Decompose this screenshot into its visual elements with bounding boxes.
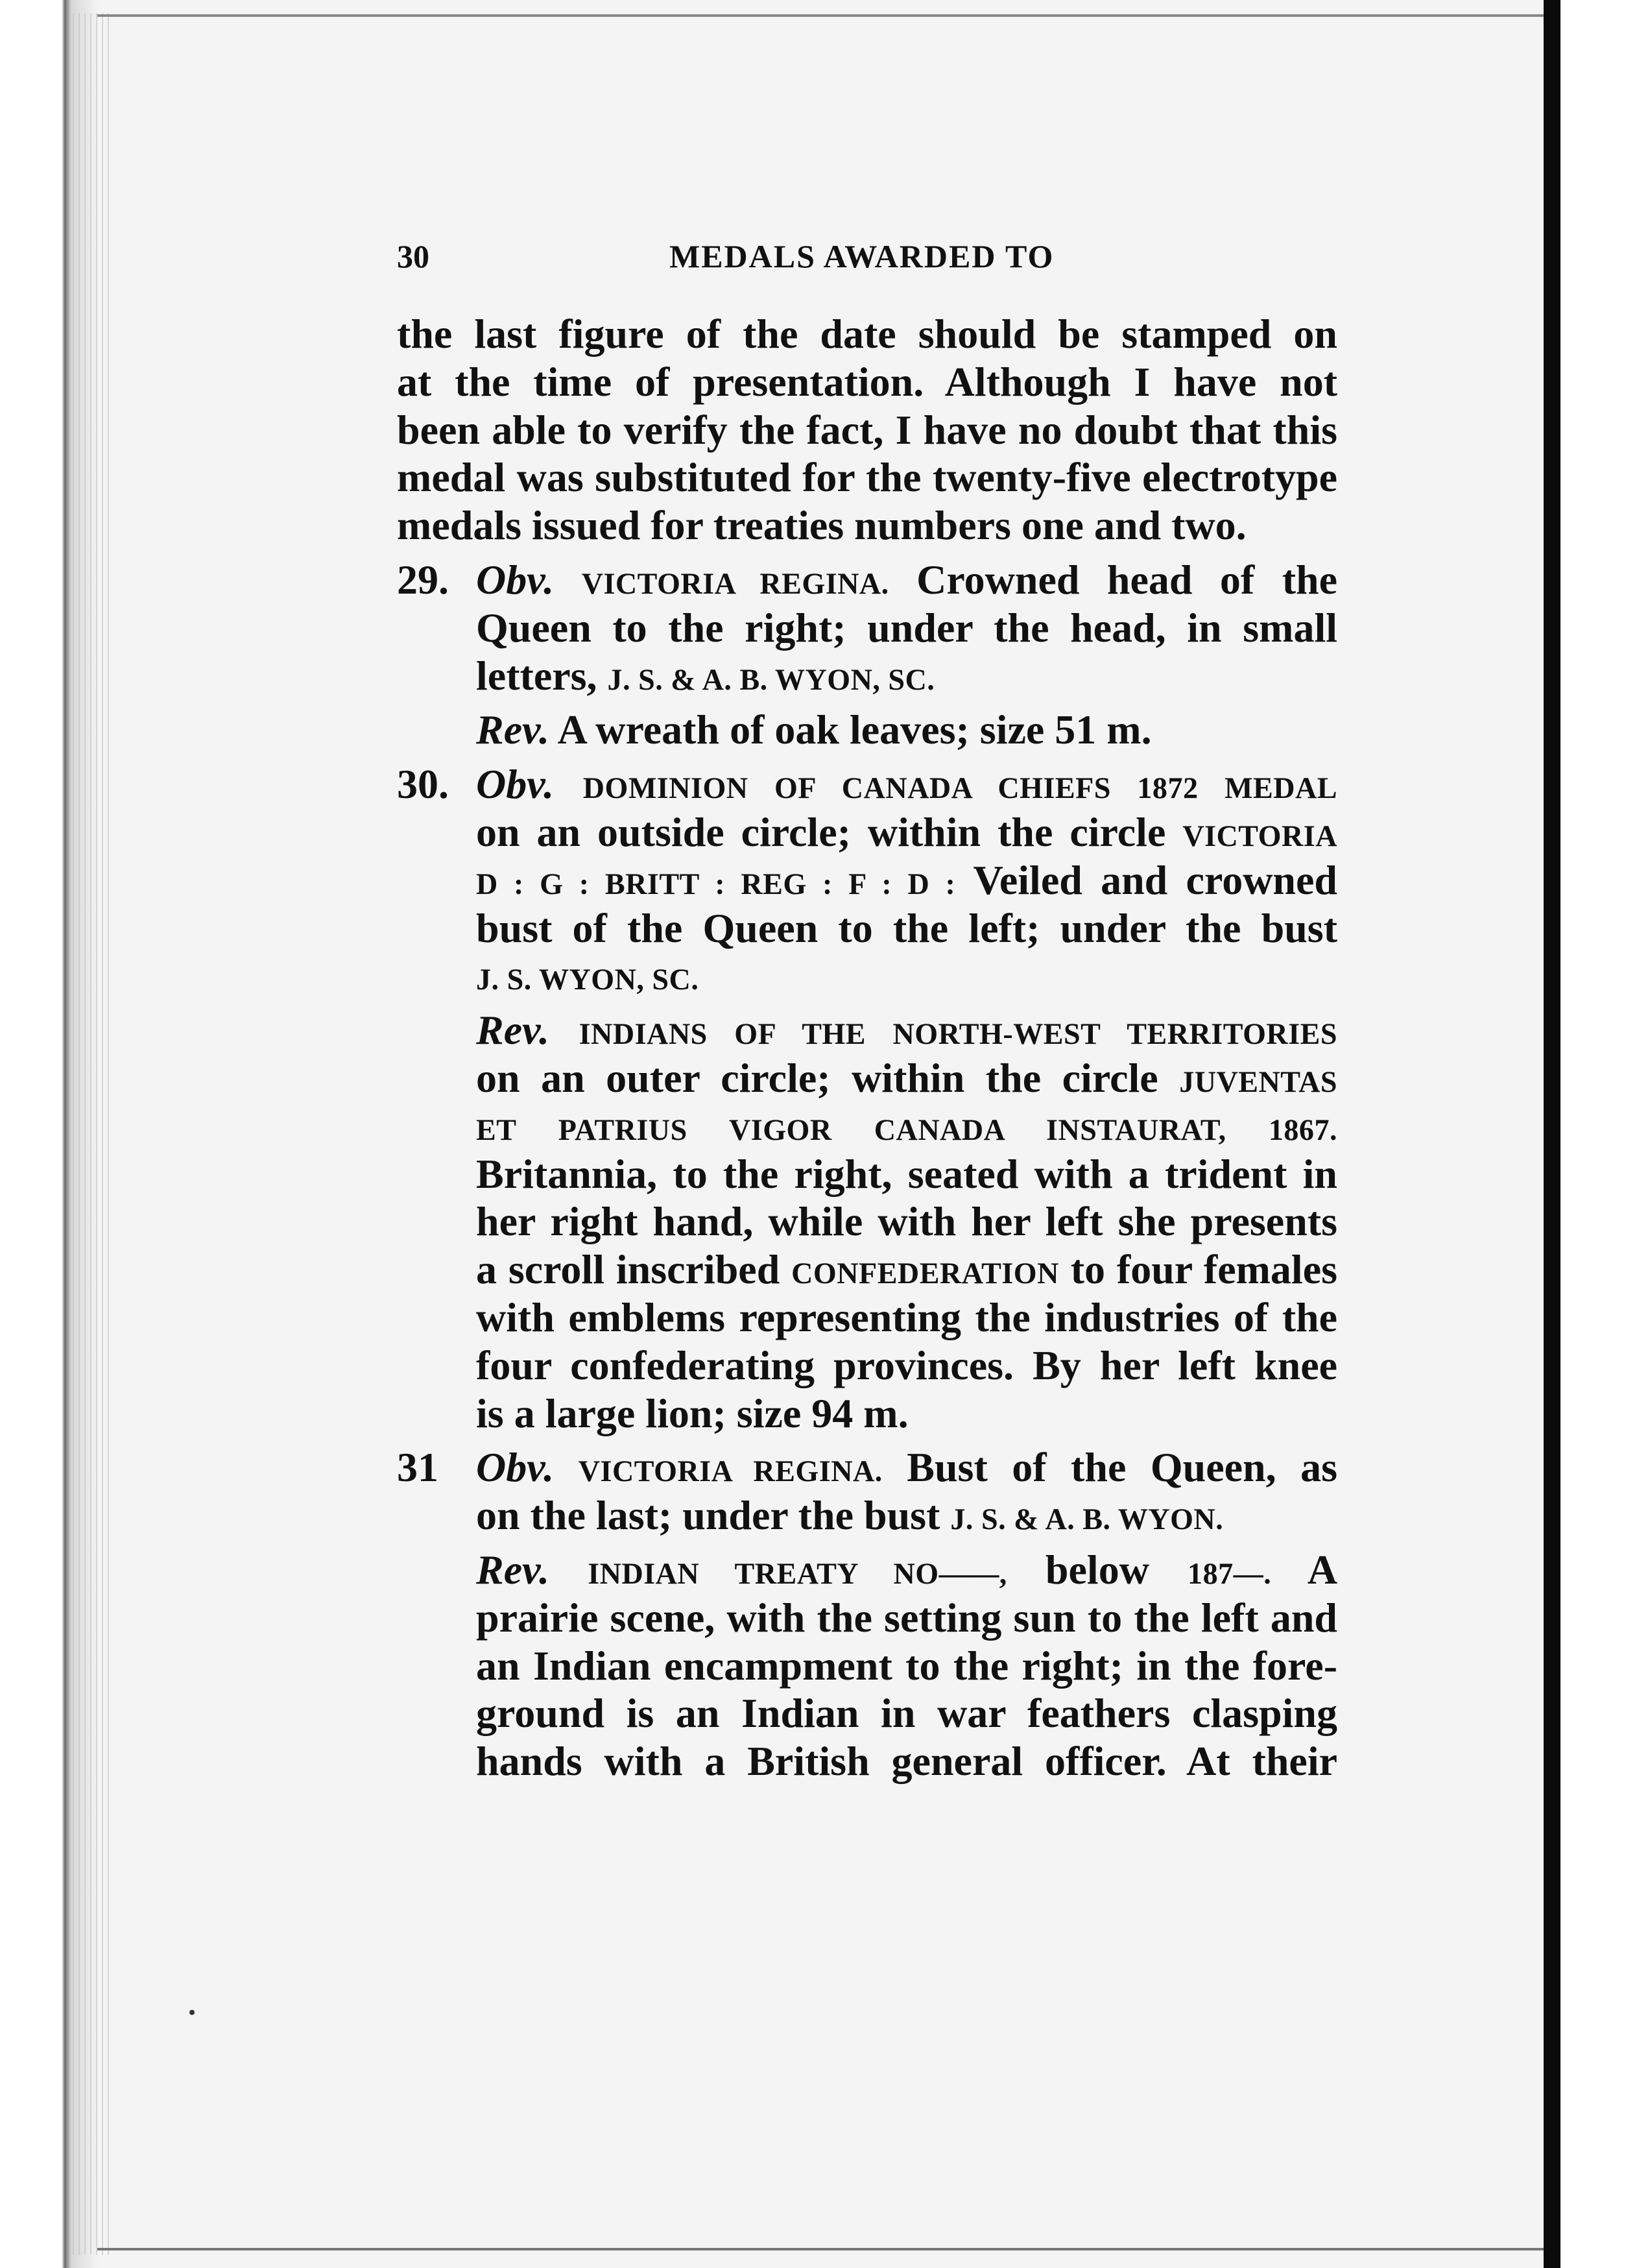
right-binding-shadow	[1544, 0, 1560, 2268]
item-number: 29.	[397, 556, 449, 603]
reverse-label: Rev.	[476, 706, 550, 753]
item-31-reverse-line	[476, 1546, 1337, 1594]
body-text: below	[1045, 1546, 1149, 1593]
body-line: with emblems representing the industries of the	[476, 1294, 1337, 1340]
body-text: to four females	[1070, 1246, 1338, 1293]
body-line	[476, 1054, 1337, 1102]
body-text: Crowned head of the	[916, 556, 1338, 603]
body-line	[476, 1491, 1337, 1539]
body-line	[476, 1102, 1337, 1150]
scan-right-margin	[1560, 0, 1637, 2268]
page-edge-stack	[73, 13, 112, 2255]
inscription: VICTORIA REGINA.	[578, 1454, 883, 1488]
inscription: DOMINION OF CANADA CHIEFS 1872 MEDAL	[582, 771, 1338, 805]
body-text: on an outside circle; within the circle	[476, 808, 1166, 855]
top-edge-line	[97, 14, 1544, 17]
body-line: is a large lion; size 94 m.	[476, 1390, 909, 1436]
inscription: VICTORIA REGINA.	[581, 566, 889, 600]
inscription: 187—.	[1188, 1556, 1272, 1590]
body-line	[476, 1246, 1337, 1294]
inscription: J. S. & A. B. WYON.	[950, 1502, 1224, 1536]
item-29-obverse-line	[397, 556, 1337, 604]
obverse-label: Obv.	[476, 761, 555, 808]
body-line: Britannia, to the right, seated with a trident in	[476, 1150, 1337, 1197]
obverse-label: Obv.	[476, 1444, 555, 1491]
inscription: ET PATRIUS VIGOR CANADA INSTAURAT, 1867.	[476, 1113, 1337, 1146]
body-line: Queen to the right; under the head, in small	[476, 604, 1337, 651]
body-line: medals issued for treaties numbers one and two.	[397, 502, 1247, 549]
body-line: been able to verify the fact, I have no doubt that this	[397, 406, 1337, 453]
body-text: Bust of the Queen, as	[907, 1444, 1337, 1491]
body-line: at the time of presentation. Although I have not	[397, 358, 1337, 405]
item-31-obverse-line	[397, 1443, 1337, 1491]
inscription: J. S. & A. B. WYON, SC.	[607, 662, 935, 696]
inscription: JUVENTAS	[1179, 1065, 1338, 1098]
body-line: four confederating provinces. By her left knee	[476, 1342, 1337, 1388]
body-text: Veiled and crowned	[973, 856, 1338, 903]
body-line: the last figure of the date should be stamped on	[397, 311, 1337, 357]
body-line: prairie scene, with the setting sun to the left and	[476, 1594, 1337, 1641]
inscription: INDIAN TREATY NO——,	[588, 1556, 1007, 1590]
page-number: 30	[397, 238, 429, 274]
body-text: on an outer circle; within the circle	[476, 1054, 1158, 1101]
inscription: J. S. WYON, SC.	[476, 963, 699, 996]
body-line: bust of the Queen to the left; under the bust	[476, 904, 1337, 951]
body-line: her right hand, while with her left she presents	[476, 1198, 1337, 1245]
bottom-edge-line	[97, 2248, 1544, 2250]
body-text: on the last; under the bust	[476, 1492, 940, 1539]
inscription: D : G : BRITT : REG : F : D :	[476, 867, 956, 900]
obverse-label: Obv.	[476, 556, 555, 603]
body-text: letters,	[476, 652, 597, 699]
inscription: VICTORIA	[1182, 819, 1338, 852]
item-number: 31	[397, 1444, 438, 1491]
reverse-label: Rev.	[476, 1546, 550, 1593]
item-number: 30.	[397, 761, 449, 808]
body-line: ground is an Indian in war feathers clasping	[476, 1690, 1337, 1737]
inscription: INDIANS OF THE NORTH-WEST TERRITORIES	[579, 1017, 1338, 1051]
body-text: a scroll inscribed	[476, 1246, 780, 1293]
scan-speck	[189, 2010, 195, 2015]
body-line: an Indian encampment to the right; in the fore-	[476, 1642, 1337, 1689]
body-line: hands with a British general officer. At their	[476, 1738, 1337, 1785]
body-line	[476, 652, 1337, 700]
item-29-reverse-line	[476, 706, 1337, 754]
inscription: CONFEDERATION	[791, 1257, 1059, 1290]
page-body	[397, 310, 1337, 1785]
page-header	[397, 234, 1337, 279]
body-text: A wreath of oak leaves; size 51 m.	[557, 706, 1152, 753]
reverse-label: Rev.	[476, 1007, 550, 1054]
body-line	[476, 808, 1337, 856]
body-line	[476, 952, 1337, 1000]
item-30-obverse-line	[397, 760, 1337, 808]
running-head: MEDALS AWARDED TO	[669, 238, 1055, 274]
body-line	[476, 856, 1337, 904]
body-text: A	[1307, 1546, 1338, 1593]
body-line: medal was substituted for the twenty-five electrotype	[397, 454, 1337, 501]
item-30-reverse-line	[476, 1006, 1337, 1054]
